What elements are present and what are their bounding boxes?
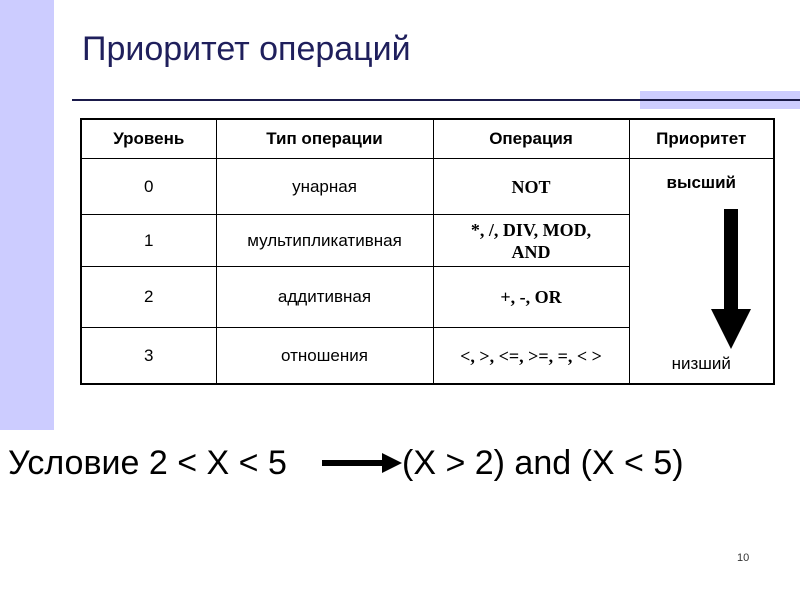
header-priority: Приоритет [629, 119, 774, 159]
operation-line: *, /, DIV, MOD, [470, 219, 592, 240]
type-cell: аддитивная [216, 267, 433, 328]
table-row [81, 159, 774, 215]
left-accent-bar [0, 0, 54, 430]
operation-cell [433, 215, 629, 267]
level-cell: 3 [81, 328, 216, 385]
type-cell: отношения [216, 328, 433, 385]
down-arrow-icon [709, 209, 753, 351]
condition-right: (X > 2) and (X < 5) [402, 444, 684, 482]
title-rule [72, 99, 800, 101]
priority-low-label: низший [671, 353, 731, 373]
table-header-row [81, 119, 774, 159]
page-title: Приоритет операций [82, 30, 411, 68]
right-arrow-icon [322, 452, 402, 474]
operations-table [80, 118, 775, 385]
operation-cell: <, >, <=, >=, =, < > [433, 328, 629, 385]
type-cell: мультипликативная [216, 215, 433, 267]
condition-line [8, 440, 798, 490]
type-cell: унарная [216, 159, 433, 215]
page-number: 10 [737, 552, 750, 564]
priority-cell [629, 159, 774, 385]
level-cell: 2 [81, 267, 216, 328]
level-cell: 1 [81, 215, 216, 267]
level-cell: 0 [81, 159, 216, 215]
header-operation: Операция [433, 119, 629, 159]
header-level: Уровень [81, 119, 216, 159]
operation-cell: +, -, OR [433, 267, 629, 328]
header-type: Тип операции [216, 119, 433, 159]
condition-left: Условие 2 < X < 5 [8, 444, 287, 482]
priority-high-label: высший [666, 172, 736, 192]
operation-line: AND [511, 241, 551, 262]
operation-cell: NOT [433, 159, 629, 215]
